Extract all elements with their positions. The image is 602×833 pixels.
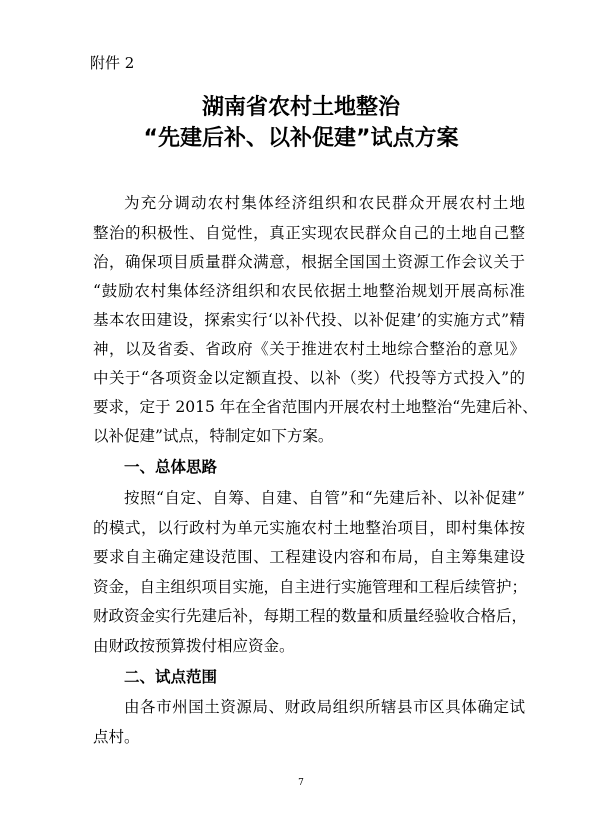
section1-line: 资金，自主组织项目实施，自主进行实施管理和工程后续管护； xyxy=(93,578,528,596)
attachment-label: 附件 2 xyxy=(90,54,135,72)
intro-line: 以补促建”试点，特制定如下方案。 xyxy=(93,427,334,445)
intro-line: 中关于“各项资金以定额直投、以补（奖）代投等方式投入”的 xyxy=(93,369,525,387)
intro-line: 整治的积极性、自觉性，真正实现农民群众自己的土地自己整 xyxy=(93,224,525,242)
section1-line: 按照“自定、自筹、自建、自管”和“先建后补、以补促建” xyxy=(124,489,525,507)
section2-line: 由各市州国土资源局、财政局组织所辖县市区具体确定试 xyxy=(124,698,525,716)
section-heading-pilot-scope: 二、试点范围 xyxy=(124,668,218,686)
intro-line: 神，以及省委、省政府《关于推进农村土地综合整治的意见》 xyxy=(93,340,525,358)
intro-line: 要求，定于 2015 年在全省范围内开展农村土地整治“先建后补、 xyxy=(93,398,538,416)
document-title-line-2: “先建后补、以补促建”试点方案 xyxy=(143,126,459,151)
section1-line: 财政资金实行先建后补，每期工程的数量和质量经验收合格后， xyxy=(93,607,528,625)
page-number: 7 xyxy=(298,778,304,788)
section1-line: 要求自主确定建设范围、工程建设内容和布局，自主筹集建设 xyxy=(93,548,525,566)
intro-line: “鼓励农村集体经济组织和农民依据土地整治规划开展高标准 xyxy=(93,282,525,300)
intro-line: 治，确保项目质量群众满意，根据全国国土资源工作会议关于 xyxy=(93,253,525,271)
document-title-line-1: 湖南省农村土地整治 xyxy=(201,95,400,120)
intro-line: 基本农田建设，探索实行‘以补代投、以补促建’的实施方式”精 xyxy=(93,311,525,329)
section1-line: 的模式，以行政村为单元实施农村土地整治项目，即村集体按 xyxy=(93,519,525,537)
section2-line: 点村。 xyxy=(93,728,140,746)
intro-line: 为充分调动农村集体经济组织和农民群众开展农村土地 xyxy=(124,194,525,212)
section-heading-overall-approach: 一、总体思路 xyxy=(124,458,218,476)
section1-line: 由财政按预算拨付相应资金。 xyxy=(93,637,295,655)
